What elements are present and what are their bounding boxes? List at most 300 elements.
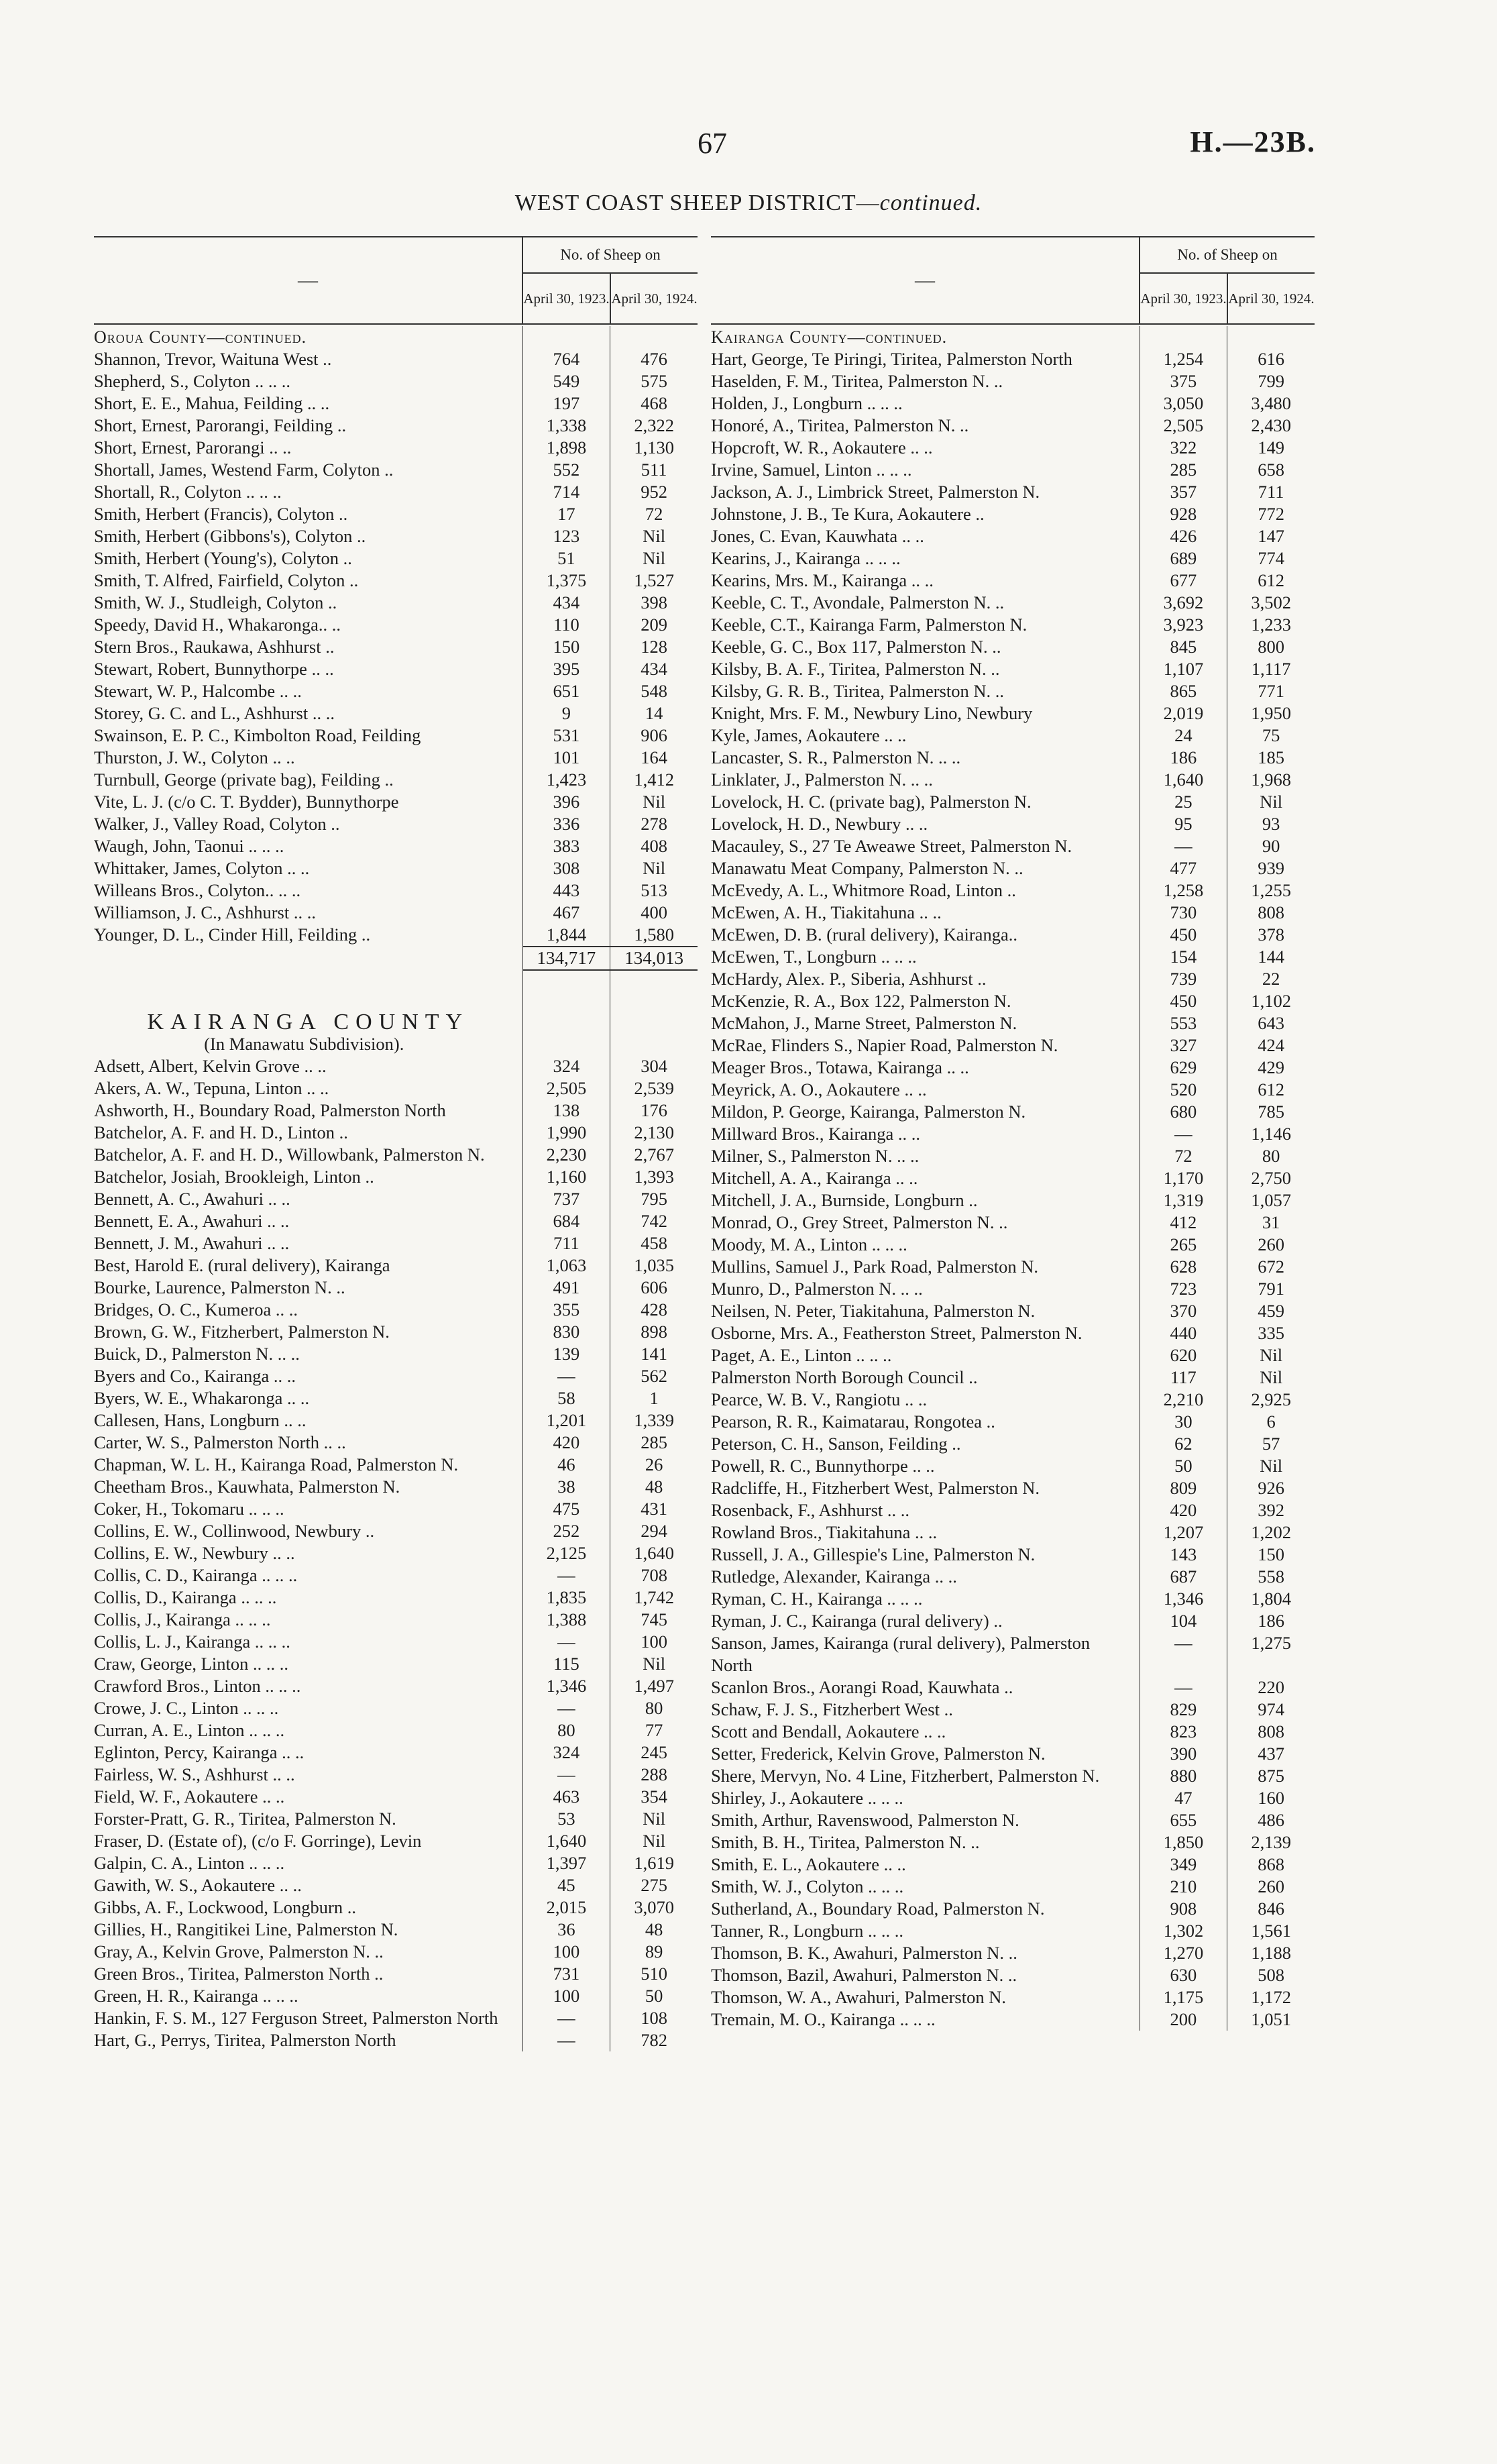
owner-name: Paget, A. E., Linton .. .. .. (711, 1345, 892, 1365)
table-row (94, 1675, 698, 1697)
sheep-1924: 612 (1227, 1079, 1315, 1101)
table-row (711, 1986, 1315, 2008)
table-row (711, 1034, 1315, 1057)
sheep-1923: 370 (1140, 1300, 1227, 1322)
sheep-1923: 154 (1140, 946, 1227, 968)
sheep-1923: 553 (1140, 1012, 1227, 1034)
sheep-1923: 50 (1140, 1455, 1227, 1477)
sheep-1924: 1,968 (1227, 769, 1315, 791)
owner-name: Forster-Pratt, G. R., Tiritea, Palmerston N. (94, 1809, 396, 1829)
sheep-1923: — (522, 2007, 610, 2029)
sheep-1924: 400 (610, 902, 698, 924)
sheep-1924: 1,051 (1227, 2008, 1315, 2031)
table-row (94, 481, 698, 503)
sheep-1923: 908 (1140, 1898, 1227, 1920)
sheep-1923: 829 (1140, 1699, 1227, 1721)
table-row (94, 1122, 698, 1144)
sheep-1924: 468 (610, 392, 698, 415)
owner-name: Chapman, W. L. H., Kairanga Road, Palmerston N. (94, 1454, 459, 1475)
sheep-1924: 612 (1227, 570, 1315, 592)
owner-name: Tanner, R., Longburn .. .. .. (711, 1921, 904, 1941)
table-row (94, 857, 698, 879)
sheep-1923: 731 (522, 1963, 610, 1985)
sheep-1924: 428 (610, 1299, 698, 1321)
sheep-1923: 2,505 (1140, 415, 1227, 437)
sheep-1924: 72 (610, 503, 698, 525)
blank-cell (522, 971, 610, 1033)
sheep-1924: 77 (610, 1719, 698, 1742)
sheep-1923: 1,898 (522, 437, 610, 459)
sheep-1923: 72 (1140, 1145, 1227, 1167)
sheep-1923: 723 (1140, 1278, 1227, 1300)
sheep-1923: 3,692 (1140, 592, 1227, 614)
sheep-1924: Nil (610, 1830, 698, 1852)
table-row (94, 1343, 698, 1365)
owner-name: Smith, W. J., Studleigh, Colyton .. (94, 592, 337, 612)
owner-name: Monrad, O., Grey Street, Palmerston N. .. (711, 1212, 1008, 1232)
sheep-1924: 1,561 (1227, 1920, 1315, 1942)
sheep-1924: 459 (1227, 1300, 1315, 1322)
table-row (94, 1476, 698, 1498)
owner-name: Stewart, W. P., Halcombe .. .. (94, 681, 302, 701)
owner-name: Whittaker, James, Colyton .. .. (94, 858, 310, 878)
table-row (711, 702, 1315, 725)
table-row (94, 1542, 698, 1564)
owner-name: Gray, A., Kelvin Grove, Palmerston N. .. (94, 1941, 384, 1962)
table-row (711, 1344, 1315, 1367)
owner-name: Smith, Herbert (Gibbons's), Colyton .. (94, 526, 366, 546)
owner-name: Collis, D., Kairanga .. .. .. (94, 1587, 277, 1607)
table-row (711, 902, 1315, 924)
owner-name: Jackson, A. J., Limbrick Street, Palmerston N. (711, 482, 1040, 502)
owner-name: Shere, Mervyn, No. 4 Line, Fitzherbert, Palmerston N. (711, 1766, 1100, 1786)
table-row (711, 725, 1315, 747)
owner-name: Meyrick, A. O., Aokautere .. .. (711, 1079, 927, 1100)
owner-name: Linklater, J., Palmerston N. .. .. (711, 769, 933, 790)
table-row (94, 702, 698, 725)
sheep-1923: 531 (522, 725, 610, 747)
table-row (94, 1830, 698, 1852)
table-row (94, 769, 698, 791)
sheep-1923: 349 (1140, 1854, 1227, 1876)
sheep-1924: 429 (1227, 1057, 1315, 1079)
table-row (711, 1012, 1315, 1034)
sheep-1924: 808 (1227, 902, 1315, 924)
sheep-1924: 285 (610, 1432, 698, 1454)
sheep-1923: 1,640 (522, 1830, 610, 1852)
sheep-1923: 809 (1140, 1477, 1227, 1499)
table-row (94, 1144, 698, 1166)
sheep-1924: 785 (1227, 1101, 1315, 1123)
owner-name: Field, W. F., Aokautere .. .. (94, 1786, 285, 1807)
owner-name: Collis, C. D., Kairanga .. .. .. (94, 1565, 298, 1585)
sheep-1924: 1,527 (610, 570, 698, 592)
title-continued: continued. (879, 191, 983, 215)
sheep-1923: 845 (1140, 636, 1227, 658)
sheep-1923: 1,107 (1140, 658, 1227, 680)
sheep-1923: 443 (522, 879, 610, 902)
table-row (94, 547, 698, 570)
sheep-1923: 324 (522, 1055, 610, 1077)
owner-name: Short, E. E., Mahua, Feilding .. .. (94, 393, 330, 413)
sheep-1923: 322 (1140, 437, 1227, 459)
sheep-1923: 630 (1140, 1964, 1227, 1986)
table-row (94, 1055, 698, 1077)
owner-name: Schaw, F. J. S., Fitzherbert West .. (711, 1699, 953, 1719)
table-row (711, 1964, 1315, 1986)
sheep-1924: 1,619 (610, 1852, 698, 1874)
owner-name: Ryman, C. H., Kairanga .. .. .. (711, 1589, 923, 1609)
sheep-1924: 100 (610, 1631, 698, 1653)
owner-name: Kearins, Mrs. M., Kairanga .. .. (711, 570, 934, 590)
owner-name: Hankin, F. S. M., 127 Ferguson Street, Palmerston North (94, 2008, 498, 2028)
table-row (711, 1721, 1315, 1743)
sheep-1923: 210 (1140, 1876, 1227, 1898)
table-row (94, 1321, 698, 1343)
sheep-1924: 606 (610, 1277, 698, 1299)
sheep-1924: 808 (1227, 1721, 1315, 1743)
owner-name: Shannon, Trevor, Waituna West .. (94, 349, 332, 369)
table-row (711, 1743, 1315, 1765)
table-row (711, 1079, 1315, 1101)
sheep-1923: 395 (522, 658, 610, 680)
header-year-1924: April 30, 1924. (1227, 274, 1315, 323)
sheep-1924: 510 (610, 1963, 698, 1985)
table-row (711, 835, 1315, 857)
sheep-1924: 1,640 (610, 1542, 698, 1564)
table-row (94, 437, 698, 459)
header-name-dash: — (298, 269, 318, 291)
table-row (94, 791, 698, 813)
table-row (711, 1278, 1315, 1300)
section-label: Kairanga County—continued. (711, 327, 948, 347)
sheep-1924: 2,430 (1227, 415, 1315, 437)
owner-name: Smith, T. Alfred, Fairfield, Colyton .. (94, 570, 359, 590)
sheep-1924: 1,035 (610, 1254, 698, 1277)
owner-name: Tremain, M. O., Kairanga .. .. .. (711, 2009, 936, 2029)
sheep-1924: 2,130 (610, 1122, 698, 1144)
owner-name: Byers and Co., Kairanga .. .. (94, 1366, 296, 1386)
sheep-1923: 45 (522, 1874, 610, 1896)
owner-name: Mullins, Samuel J., Park Road, Palmerston N. (711, 1256, 1039, 1277)
owner-name: Collis, L. J., Kairanga .. .. .. (94, 1631, 290, 1652)
table-row (711, 747, 1315, 769)
sheep-1924: 1,804 (1227, 1588, 1315, 1610)
sheep-1923: — (1140, 1632, 1227, 1676)
table-row (711, 459, 1315, 481)
sheep-1924: 1,255 (1227, 879, 1315, 902)
sheep-1924: 260 (1227, 1876, 1315, 1898)
sheep-1924: 1,146 (1227, 1123, 1315, 1145)
sheep-1924: 562 (610, 1365, 698, 1387)
sheep-1924: 31 (1227, 1212, 1315, 1234)
sheep-1924: 2,539 (610, 1077, 698, 1100)
sheep-1923: 117 (1140, 1367, 1227, 1389)
table-row (711, 1234, 1315, 1256)
sheep-1923: 475 (522, 1498, 610, 1520)
sheep-1924: 93 (1227, 813, 1315, 835)
right-rows (711, 326, 1315, 2031)
owner-name: Fraser, D. (Estate of), (c/o F. Gorringe), Levin (94, 1831, 422, 1851)
sheep-1924: 288 (610, 1764, 698, 1786)
table-row (94, 415, 698, 437)
subdivision-heading (94, 1033, 698, 1055)
sheep-1923: 46 (522, 1454, 610, 1476)
sheep-1923: 2,019 (1140, 702, 1227, 725)
sheep-1923: 25 (1140, 791, 1227, 813)
table-row (711, 946, 1315, 968)
sheep-1923: 186 (1140, 747, 1227, 769)
sheep-1924: 616 (1227, 348, 1315, 370)
sheep-1923: 200 (1140, 2008, 1227, 2031)
table-row (94, 1232, 698, 1254)
owner-name: Rowland Bros., Tiakitahuna .. .. (711, 1522, 938, 1542)
table-row (711, 1101, 1315, 1123)
owner-name: Johnstone, J. B., Te Kura, Aokautere .. (711, 504, 985, 524)
sheep-1923: 1,388 (522, 1609, 610, 1631)
left-rows (94, 326, 698, 2051)
table-row (94, 1454, 698, 1476)
owner-name: Keeble, G. C., Box 117, Palmerston N. .. (711, 637, 1001, 657)
sheep-1923: 100 (522, 1941, 610, 1963)
sheep-1924: 2,322 (610, 415, 698, 437)
table-row (94, 924, 698, 946)
sheep-1923: 463 (522, 1786, 610, 1808)
owner-name: Sutherland, A., Boundary Road, Palmerston N. (711, 1898, 1045, 1919)
sheep-1923: 520 (1140, 1079, 1227, 1101)
sheep-1924: 868 (1227, 1854, 1315, 1876)
sheep-1923: — (1140, 835, 1227, 857)
owner-name: McEwen, D. B. (rural delivery), Kairanga.. (711, 924, 1017, 945)
owner-name: Scott and Bendall, Aokautere .. .. (711, 1721, 946, 1742)
blank-cell (1227, 326, 1315, 348)
sheep-1924: 128 (610, 636, 698, 658)
owner-name: Kilsby, G. R. B., Tiritea, Palmerston N. .. (711, 681, 1005, 701)
table-row (711, 570, 1315, 592)
table-row (711, 503, 1315, 525)
sheep-1924: 1,188 (1227, 1942, 1315, 1964)
sheep-1924: 108 (610, 2007, 698, 2029)
owner-name: Akers, A. W., Tepuna, Linton .. .. (94, 1078, 329, 1098)
owner-name: Osborne, Mrs. A., Featherston Street, Palmerston N. (711, 1323, 1083, 1343)
sheep-1923: 420 (1140, 1499, 1227, 1521)
owner-name: Fairless, W. S., Ashhurst .. .. (94, 1764, 295, 1784)
sheep-1924: 392 (1227, 1499, 1315, 1521)
sheep-1924: 424 (1227, 1034, 1315, 1057)
table-row (94, 1631, 698, 1653)
owner-name: Lancaster, S. R., Palmerston N. .. .. (711, 747, 961, 767)
owner-name: Smith, B. H., Tiritea, Palmerston N. .. (711, 1832, 980, 1852)
sheep-1924: Nil (610, 525, 698, 547)
sheep-1924: 437 (1227, 1743, 1315, 1765)
sheep-1924: 795 (610, 1188, 698, 1210)
owner-name: Smith, Herbert (Francis), Colyton .. (94, 504, 348, 524)
sheep-1924: 1 (610, 1387, 698, 1409)
sheep-1924: 398 (610, 592, 698, 614)
table-row (711, 1477, 1315, 1499)
header-year-1923: April 30, 1923. (523, 290, 610, 307)
owner-name: Gibbs, A. F., Lockwood, Longburn .. (94, 1897, 356, 1917)
sheep-1923: 629 (1140, 1057, 1227, 1079)
owner-name: McEvedy, A. L., Whitmore Road, Linton .. (711, 880, 1016, 900)
sheep-1923: 434 (522, 592, 610, 614)
sheep-1923: 357 (1140, 481, 1227, 503)
table-row (94, 1520, 698, 1542)
sheep-1923: 47 (1140, 1787, 1227, 1809)
owner-name: Hopcroft, W. R., Aokautere .. .. (711, 437, 933, 458)
table-row (711, 1544, 1315, 1566)
sheep-1923: 1,175 (1140, 1986, 1227, 2008)
owner-name: Kearins, J., Kairanga .. .. .. (711, 548, 901, 568)
sheep-1924: 3,070 (610, 1896, 698, 1919)
sheep-1924: 508 (1227, 1964, 1315, 1986)
sheep-1923: 628 (1140, 1256, 1227, 1278)
owner-name: Radcliffe, H., Fitzherbert West, Palmerston N. (711, 1478, 1040, 1498)
sheep-1924: 147 (1227, 525, 1315, 547)
sheep-1924: 1,130 (610, 437, 698, 459)
sheep-1923: 2,015 (522, 1896, 610, 1919)
owner-name: Macauley, S., 27 Te Aweawe Street, Palmerston N. (711, 836, 1072, 856)
page-title (0, 191, 1497, 216)
owner-name: Coker, H., Tokomaru .. .. .. (94, 1499, 284, 1519)
owner-name: McRae, Flinders S., Napier Road, Palmerston N. (711, 1035, 1058, 1055)
owner-name: Mildon, P. George, Kairanga, Palmerston N. (711, 1102, 1026, 1122)
owner-name: Haselden, F. M., Tiritea, Palmerston N. .. (711, 371, 1003, 391)
sheep-1924: 80 (1227, 1145, 1315, 1167)
table-row (94, 1365, 698, 1387)
owner-name: Buick, D., Palmerston N. .. .. (94, 1344, 300, 1364)
sheep-1923: — (1140, 1676, 1227, 1699)
owner-name: Honoré, A., Tiritea, Palmerston N. .. (711, 415, 969, 435)
sheep-1923: 9 (522, 702, 610, 725)
table-row (94, 835, 698, 857)
owner-name: Lovelock, H. D., Newbury .. .. (711, 814, 928, 834)
sheep-1924: 275 (610, 1874, 698, 1896)
sheep-1924: 1,275 (1227, 1632, 1315, 1676)
sheep-1924: 150 (1227, 1544, 1315, 1566)
sheep-1923: 100 (522, 1985, 610, 2007)
owner-name: Short, Ernest, Parorangi .. .. (94, 437, 292, 458)
table-row (711, 1610, 1315, 1632)
owner-name: Craw, George, Linton .. .. .. (94, 1654, 288, 1674)
owner-name: Rutledge, Alexander, Kairanga .. .. (711, 1566, 957, 1587)
table-row (711, 813, 1315, 835)
table-row (711, 1389, 1315, 1411)
owner-name: Collins, E. W., Newbury .. .. (94, 1543, 295, 1563)
owner-name: Storey, G. C. and L., Ashhurst .. .. (94, 703, 335, 723)
owner-name: Mitchell, A. A., Kairanga .. .. (711, 1168, 918, 1188)
sheep-1923: 1,063 (522, 1254, 610, 1277)
owner-name: Knight, Mrs. F. M., Newbury Lino, Newbury (711, 703, 1033, 723)
sheep-1923: 1,160 (522, 1166, 610, 1188)
sheep-1924: 974 (1227, 1699, 1315, 1721)
table-row (711, 437, 1315, 459)
table-row (711, 1588, 1315, 1610)
sheep-1924: 476 (610, 348, 698, 370)
sheep-1924: 141 (610, 1343, 698, 1365)
owner-name: Vite, L. J. (c/o C. T. Bydder), Bunnythorpe (94, 792, 399, 812)
subdivision-label: (In Manawatu Subdivision). (204, 1034, 404, 1054)
header-sheep-count: No. of Sheep on (523, 237, 698, 274)
sheep-1924: 2,767 (610, 1144, 698, 1166)
sheep-1923: 53 (522, 1808, 610, 1830)
owner-name: McKenzie, R. A., Box 122, Palmerston N. (711, 991, 1011, 1011)
table-row (94, 1808, 698, 1830)
sheep-1923: 689 (1140, 547, 1227, 570)
sheep-1923: 467 (522, 902, 610, 924)
owner-name: Adsett, Albert, Kelvin Grove .. .. (94, 1056, 327, 1076)
table-row (94, 1188, 698, 1210)
owner-name: Irvine, Samuel, Linton .. .. .. (711, 460, 912, 480)
sheep-1924: 906 (610, 725, 698, 747)
sheep-1923: 197 (522, 392, 610, 415)
sheep-1924: 6 (1227, 1411, 1315, 1433)
sheep-1924: 745 (610, 1609, 698, 1631)
table-row (711, 1411, 1315, 1433)
sheep-1923: 549 (522, 370, 610, 392)
owner-name: Short, Ernest, Parorangi, Feilding .. (94, 415, 347, 435)
sheep-1924: 1,202 (1227, 1521, 1315, 1544)
sheep-1924: 486 (1227, 1809, 1315, 1831)
owner-name: Stewart, Robert, Bunnythorpe .. .. (94, 659, 334, 679)
sheep-1923: 110 (522, 614, 610, 636)
sheep-1924: 434 (610, 658, 698, 680)
owner-name: Batchelor, A. F. and H. D., Linton .. (94, 1122, 348, 1142)
owner-name: Smith, Herbert (Young's), Colyton .. (94, 548, 352, 568)
header-year-1924: April 30, 1924. (610, 274, 698, 323)
sheep-1923: 2,505 (522, 1077, 610, 1100)
sheep-1923: — (522, 1564, 610, 1587)
sheep-1924: 260 (1227, 1234, 1315, 1256)
table-row (94, 658, 698, 680)
sheep-1923: 327 (1140, 1034, 1227, 1057)
table-row (94, 2007, 698, 2029)
sheep-1924: 408 (610, 835, 698, 857)
table-row (711, 1876, 1315, 1898)
sheep-1924: 952 (610, 481, 698, 503)
table-row (711, 1433, 1315, 1455)
table-row (94, 1564, 698, 1587)
sheep-1923: 95 (1140, 813, 1227, 835)
owner-name: Shortall, R., Colyton .. .. .. (94, 482, 282, 502)
table-row (94, 1719, 698, 1742)
sheep-1924: 3,502 (1227, 592, 1315, 614)
sheep-1923: 150 (522, 636, 610, 658)
sheep-1923: 355 (522, 1299, 610, 1321)
sheep-1923: 680 (1140, 1101, 1227, 1123)
owner-name: Turnbull, George (private bag), Feilding .. (94, 769, 394, 790)
table-row (711, 1123, 1315, 1145)
sheep-1923: 830 (522, 1321, 610, 1343)
table-row (711, 481, 1315, 503)
owner-name: Keeble, C. T., Avondale, Palmerston N. .. (711, 592, 1005, 612)
owner-name: Setter, Frederick, Kelvin Grove, Palmerston N. (711, 1744, 1046, 1764)
owner-name: Crowe, J. C., Linton .. .. .. (94, 1698, 279, 1718)
table-row (711, 1167, 1315, 1189)
owner-name: Rosenback, F., Ashhurst .. .. (711, 1500, 910, 1520)
owner-name: Pearson, R. R., Kaimatarau, Rongotea .. (711, 1411, 995, 1432)
owner-name: Walker, J., Valley Road, Colyton .. (94, 814, 340, 834)
sheep-1923: 252 (522, 1520, 610, 1542)
owner-name: Jones, C. Evan, Kauwhata .. .. (711, 526, 924, 546)
table-row (711, 614, 1315, 636)
sheep-1923: 1,346 (522, 1675, 610, 1697)
sheep-1923: 426 (1140, 525, 1227, 547)
sheep-1924: Nil (610, 1808, 698, 1830)
sheep-1924: 1,233 (1227, 614, 1315, 636)
sheep-1924: 643 (1227, 1012, 1315, 1034)
table-row (94, 813, 698, 835)
